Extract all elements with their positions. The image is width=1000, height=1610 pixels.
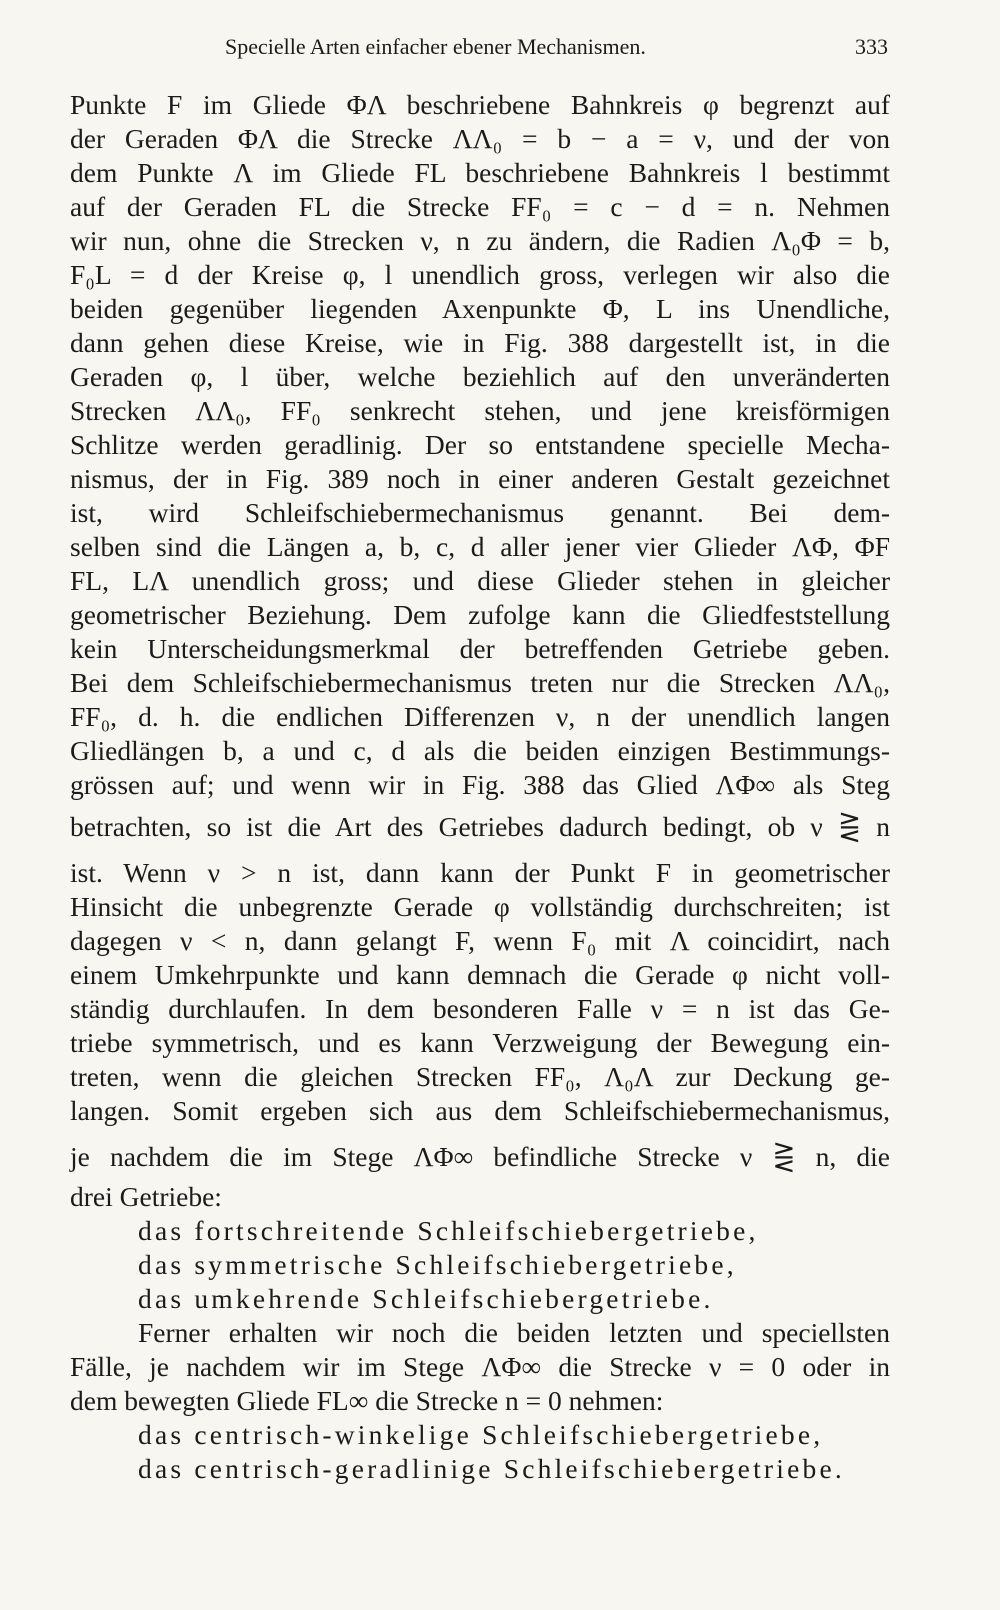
list-item: das umkehrende Schleifschiebergetriebe. xyxy=(138,1283,714,1314)
text-line: selben sind die Längen a, b, c, d aller jener vier Glieder ΛΦ, ΦF xyxy=(70,531,890,562)
text-line: drei Getriebe: xyxy=(70,1181,222,1212)
list-item: das centrisch-geradlinige Schleifschiebergetriebe. xyxy=(138,1453,845,1484)
text-line: Schlitze werden geradlinig. Der so entstandene specielle Mecha- xyxy=(70,429,890,460)
text-line: Hinsicht die unbegrenzte Gerade φ vollständig durchschreiten; ist xyxy=(70,891,890,922)
text-line: kein Unterscheidungsmerkmal der betreffenden Getriebe geben. xyxy=(70,633,890,664)
text-line: Fälle, je nachdem wir im Stege ΛΦ∞ die Strecke ν = 0 oder in xyxy=(70,1351,890,1382)
text-line: treten, wenn die gleichen Strecken FF₀, Λ₀Λ zur Deckung ge- xyxy=(70,1061,890,1092)
text-line: Geraden φ, l über, welche beziehlich auf den unveränderten xyxy=(70,361,890,392)
text-line: FF₀, d. h. die endlichen Differenzen ν, n der unendlich langen xyxy=(70,701,890,732)
text-line: betrachten, so ist die Art des Getriebes dadurch bedingt, ob ν ⋛ n xyxy=(70,811,890,842)
text-line: wir nun, ohne die Strecken ν, n zu ändern, die Radien Λ₀Φ = b, xyxy=(70,225,890,256)
text-line: dann gehen diese Kreise, wie in Fig. 388 dargestellt ist, in die xyxy=(70,327,890,358)
text-line: Bei dem Schleifschiebermechanismus treten nur die Strecken ΛΛ₀, xyxy=(70,667,890,698)
text-line: grössen auf; und wenn wir in Fig. 388 das Glied ΛΦ∞ als Steg xyxy=(70,769,890,800)
page-number: 333 xyxy=(855,34,888,59)
text-line: langen. Somit ergeben sich aus dem Schleifschiebermechanismus, xyxy=(70,1095,890,1126)
text-line: je nachdem die im Stege ΛΦ∞ befindliche Strecke ν ⋛ n, die xyxy=(70,1141,890,1172)
text-line: nismus, der in Fig. 389 noch in einer anderen Gestalt gezeichnet xyxy=(70,463,890,494)
text-line: ist, wird Schleifschiebermechanismus genannt. Bei dem- xyxy=(70,497,890,528)
text-line: dem bewegten Gliede FL∞ die Strecke n = 0 nehmen: xyxy=(70,1385,664,1416)
text-line: Gliedlängen b, a und c, d als die beiden einzigen Bestimmungs- xyxy=(70,735,890,766)
list-item: das centrisch-winkelige Schleifschiebergetriebe, xyxy=(138,1419,824,1450)
text-line: dagegen ν < n, dann gelangt F, wenn F₀ mit Λ coincidirt, nach xyxy=(70,925,890,956)
page-header xyxy=(70,34,900,68)
text-line: FL, LΛ unendlich gross; und diese Glieder stehen in gleicher xyxy=(70,565,890,596)
text-line: triebe symmetrisch, und es kann Verzweigung der Bewegung ein- xyxy=(70,1027,890,1058)
text-line: Ferner erhalten wir noch die beiden letzten und speciellsten xyxy=(138,1317,890,1348)
text-line: der Geraden ΦΛ die Strecke ΛΛ₀ = b − a = ν, und der von xyxy=(70,123,890,154)
list-item: das fortschreitende Schleifschiebergetriebe, xyxy=(138,1215,759,1246)
text-line: geometrischer Beziehung. Dem zufolge kann die Gliedfeststellung xyxy=(70,599,890,630)
text-line: beiden gegenüber liegenden Axenpunkte Φ, L ins Unendliche, xyxy=(70,293,890,324)
text-line: Punkte F im Gliede ΦΛ beschriebene Bahnkreis φ begrenzt auf xyxy=(70,89,890,120)
text-line: einem Umkehrpunkte und kann demnach die Gerade φ nicht voll- xyxy=(70,959,890,990)
running-title: Specielle Arten einfacher ebener Mechanismen. xyxy=(225,34,646,59)
text-line: ständig durchlaufen. In dem besonderen Falle ν = n ist das Ge- xyxy=(70,993,890,1024)
text-line: F₀L = d der Kreise φ, l unendlich gross, verlegen wir also die xyxy=(70,259,890,290)
text-line: dem Punkte Λ im Gliede FL beschriebene Bahnkreis l bestimmt xyxy=(70,157,890,188)
text-line: ist. Wenn ν > n ist, dann kann der Punkt F in geometrischer xyxy=(70,857,890,888)
text-line: Strecken ΛΛ₀, FF₀ senkrecht stehen, und jene kreisförmigen xyxy=(70,395,890,426)
list-item: das symmetrische Schleifschiebergetriebe, xyxy=(138,1249,737,1280)
text-line: auf der Geraden FL die Strecke FF₀ = c − d = n. Nehmen xyxy=(70,191,890,222)
